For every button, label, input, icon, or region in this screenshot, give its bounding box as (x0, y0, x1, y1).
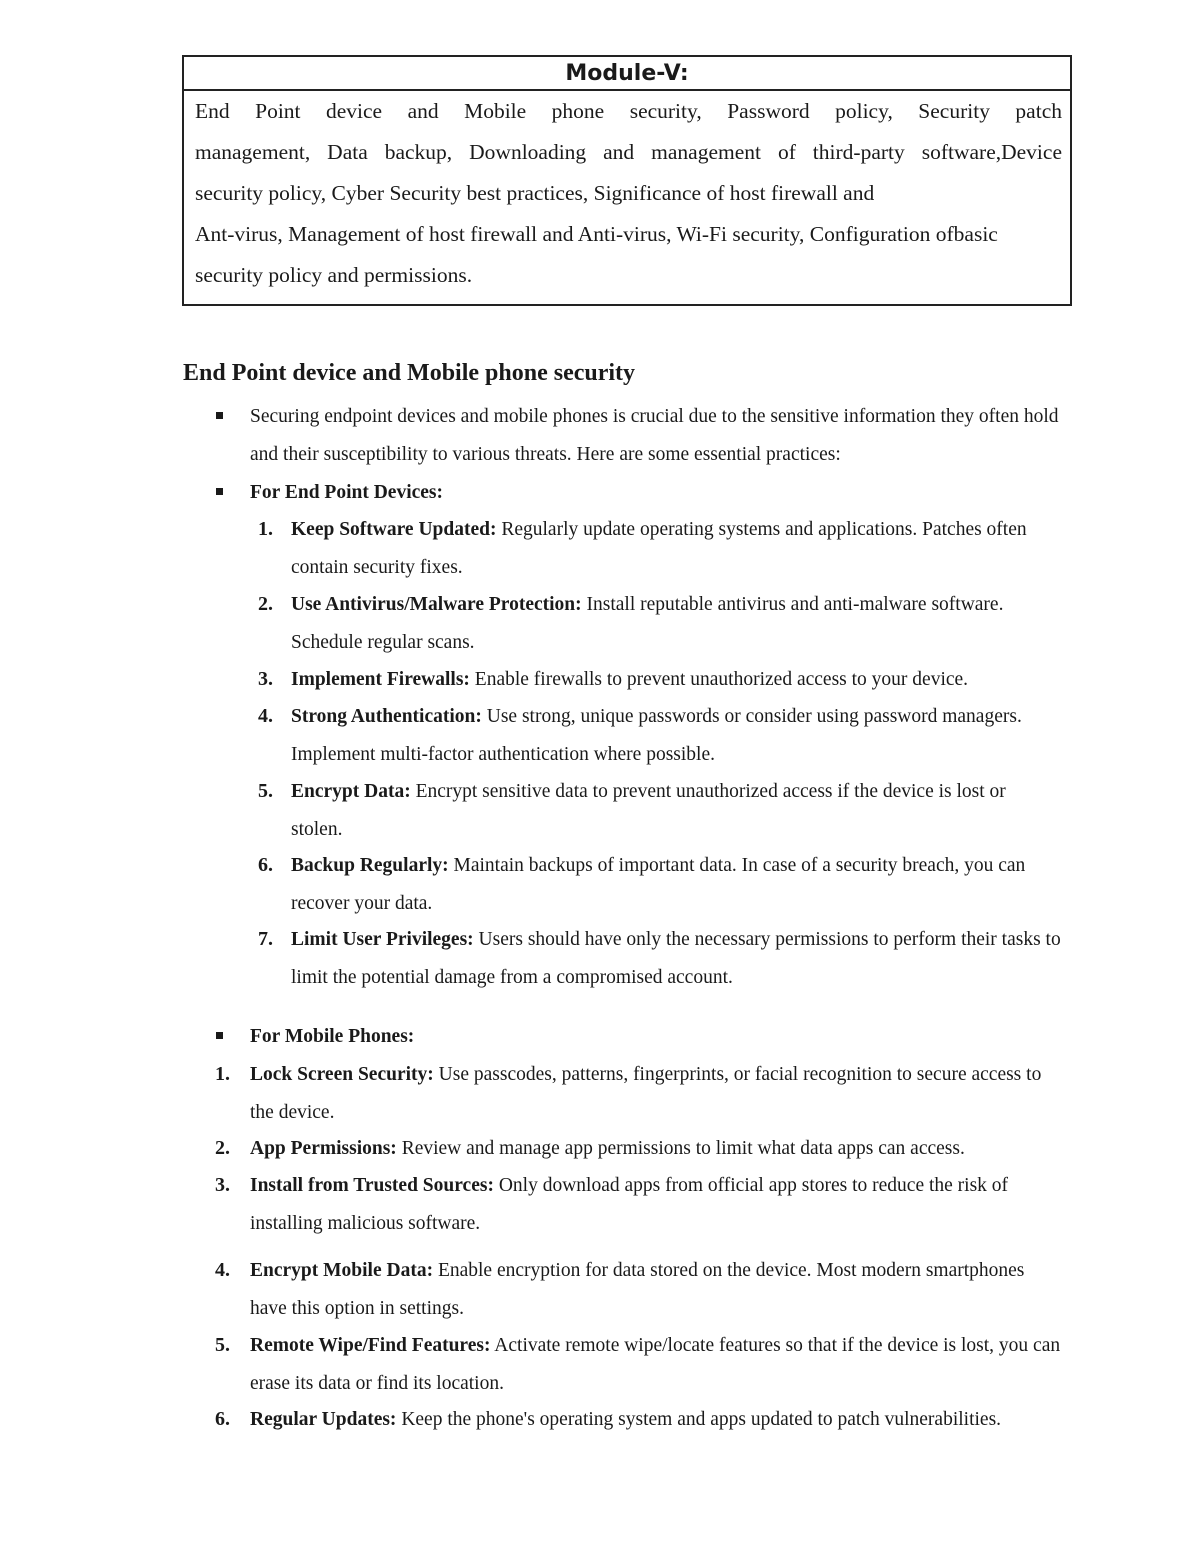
item-title: App Permissions: (250, 1138, 397, 1159)
item-number: 6. (215, 1408, 230, 1430)
item-description: Review and manage app permissions to limit what data apps can access. (396, 1138, 965, 1159)
module-topic-line: security policy, Cyber Security best practices, Significance of host firewall and (195, 181, 875, 205)
intro-text: Securing endpoint devices and mobile phones is crucial due to the sensitive information they often hold and their susceptibility to various threats. Here are some essential practices: (250, 406, 1059, 465)
item-text (250, 1327, 1061, 1402)
item-description: Install reputable antivirus and anti-malware software. Schedule regular scans. (291, 594, 1004, 653)
item-title: Lock Screen Security: (250, 1064, 434, 1085)
module-topic-line: Ant-virus, Management of host firewall and Anti-virus, Wi-Fi security, Configuration ofbasic (195, 222, 998, 246)
square-bullet-icon (216, 412, 223, 419)
item-title: Encrypt Mobile Data: (250, 1260, 434, 1281)
module-topic-line: management, Data backup, Downloading and management of third-party software,Device (195, 140, 1062, 164)
item-title: Remote Wipe/Find Features: (250, 1335, 491, 1356)
item-title: Strong Authentication: (291, 706, 482, 727)
item-text (291, 847, 1061, 922)
item-text (250, 1167, 1061, 1242)
item-description: Only download apps from official app stores to reduce the risk of installing malicious software. (250, 1175, 1009, 1234)
item-description: Users should have only the necessary permissions to perform their tasks to limit the potential damage from a compromised account. (291, 929, 1061, 988)
item-number: 2. (215, 1137, 230, 1159)
item-text (291, 698, 1061, 773)
mobile-heading: For Mobile Phones: (250, 1026, 415, 1047)
item-text (250, 1130, 1061, 1168)
item-title: Install from Trusted Sources: (250, 1175, 494, 1196)
item-text (291, 773, 1061, 848)
item-number: 5. (258, 780, 273, 802)
item-title: Encrypt Data: (291, 781, 411, 802)
item-title: Backup Regularly: (291, 855, 449, 876)
item-text (250, 1252, 1061, 1327)
module-title: Module-V: (184, 57, 1070, 91)
item-number: 7. (258, 928, 273, 950)
item-number: 4. (215, 1259, 230, 1281)
item-description: Use passcodes, patterns, fingerprints, or facial recognition to secure access to the device. (250, 1064, 1042, 1123)
module-topic-line: End Point device and Mobile phone security, Password policy, Security patch (195, 99, 1062, 123)
module-topic-line: security policy and permissions. (195, 263, 473, 287)
item-number: 4. (258, 705, 273, 727)
item-number: 1. (258, 518, 273, 540)
item-number: 3. (215, 1174, 230, 1196)
item-description: Activate remote wipe/locate features so that if the device is lost, you can erase its data or find its location. (250, 1335, 1061, 1394)
item-text (291, 661, 1061, 699)
item-title: Regular Updates: (250, 1409, 397, 1430)
module-box (182, 55, 1072, 306)
item-title: Limit User Privileges: (291, 929, 474, 950)
item-description: Encrypt sensitive data to prevent unauthorized access if the device is lost or stolen. (291, 781, 1006, 840)
item-description: Enable encryption for data stored on the device. Most modern smartphones have this option in settings. (250, 1260, 1025, 1319)
item-description: Use strong, unique passwords or consider using password managers. Implement multi-factor authentication where possible. (291, 706, 1022, 765)
item-description: Maintain backups of important data. In case of a security breach, you can recover your data. (291, 855, 1026, 914)
item-number: 6. (258, 854, 273, 876)
item-number: 3. (258, 668, 273, 690)
item-text (250, 1056, 1061, 1131)
item-text (291, 511, 1061, 586)
item-text (250, 1401, 1061, 1439)
item-text (291, 921, 1061, 996)
square-bullet-icon (216, 1032, 223, 1039)
item-title: Implement Firewalls: (291, 669, 470, 690)
item-title: Keep Software Updated: (291, 519, 497, 540)
item-number: 2. (258, 593, 273, 615)
item-description: Keep the phone's operating system and apps updated to patch vulnerabilities. (396, 1409, 1002, 1430)
section-heading: End Point device and Mobile phone security (183, 360, 636, 386)
item-title: Use Antivirus/Malware Protection: (291, 594, 582, 615)
module-topics (184, 91, 1070, 296)
item-number: 5. (215, 1334, 230, 1356)
item-text (291, 586, 1061, 661)
item-number: 1. (215, 1063, 230, 1085)
endpoint-heading: For End Point Devices: (250, 482, 444, 503)
square-bullet-icon (216, 488, 223, 495)
item-description: Regularly update operating systems and applications. Patches often contain security fixes. (291, 519, 1027, 578)
item-description: Enable firewalls to prevent unauthorized access to your device. (469, 669, 969, 690)
